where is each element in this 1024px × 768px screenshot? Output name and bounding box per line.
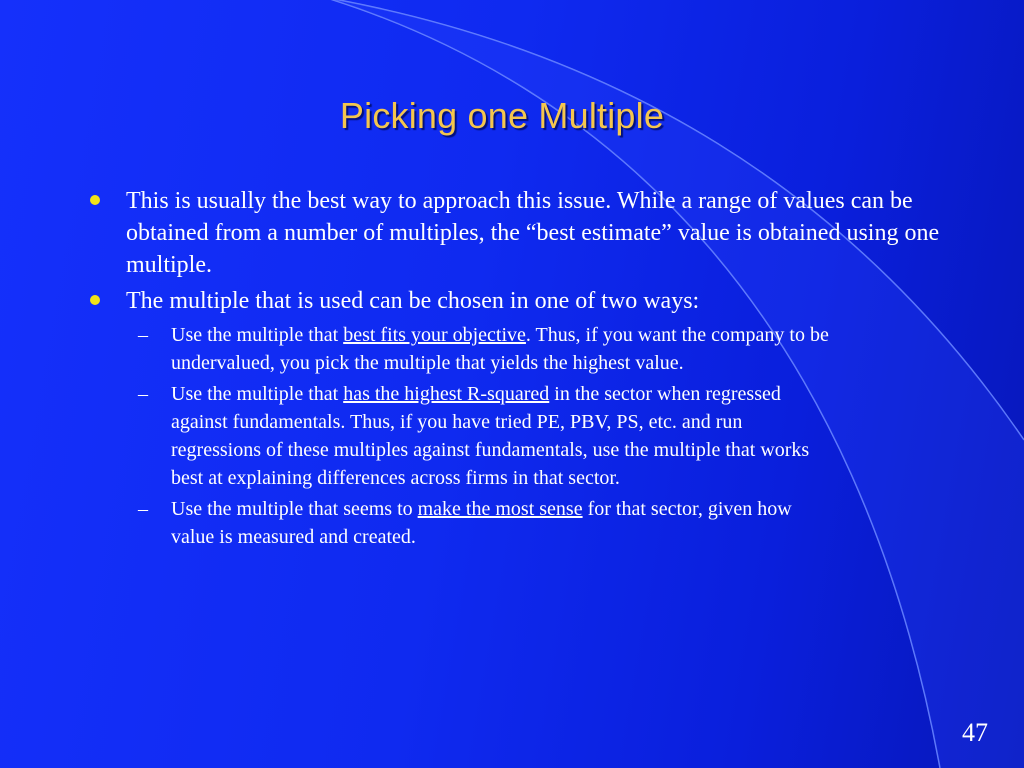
bullet-dot-icon [90, 295, 100, 305]
bullet-text: This is usually the best way to approach this issue. While a range of values can be obtained from a number of multiples, the “best estimate” value is obtained using one multiple. [126, 188, 940, 278]
sub-bullet-text-pre: Use the multiple that seems to [171, 498, 418, 520]
bullet-item [80, 185, 950, 281]
slide-title: Picking one Multiple [339, 95, 665, 136]
sub-bullet-item [80, 495, 831, 551]
sub-bullet-underlined: best fits your objective [343, 324, 526, 346]
dash-icon: – [138, 498, 148, 520]
bullet-item [80, 285, 950, 317]
sub-bullet-text-pre: Use the multiple that [171, 324, 344, 346]
sub-bullet-text-pre: Use the multiple that [171, 383, 344, 405]
sub-bullet-text-post: in the sector when regressed against fundamentals. Thus, if you have tried PE, PBV, PS, etc. and run regressions of these multiples against fundamentals, use the multiple that works best at explaining differences across firms in that sector. [171, 383, 810, 489]
sub-bullet-item [80, 380, 831, 492]
sub-bullet-text-post: . Thus, if you want the company to be undervalued, you pick the multiple that yields the highest value. [171, 324, 829, 374]
slide-body [80, 185, 950, 554]
sub-bullet-underlined: make the most sense [417, 498, 583, 520]
dash-icon: – [138, 383, 148, 405]
sub-bullet-text-post: for that sector, given how value is measured and created. [171, 498, 792, 548]
sub-bullet-underlined: has the highest R-squared [343, 383, 550, 405]
page-number: 47 [962, 718, 988, 747]
sub-bullet-item [80, 321, 831, 377]
bullet-text: The multiple that is used can be chosen in one of two ways: [126, 288, 700, 314]
dash-icon: – [138, 324, 148, 346]
bullet-dot-icon [90, 195, 100, 205]
